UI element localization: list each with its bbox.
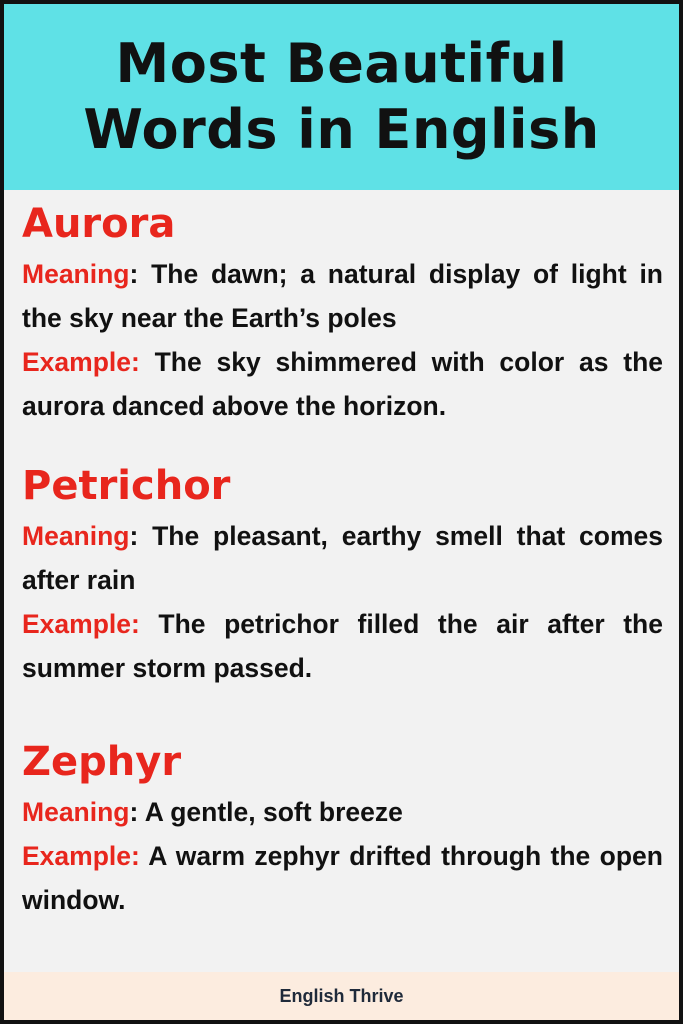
meaning-text: : A gentle, soft breeze xyxy=(129,797,403,827)
example-label: Example: xyxy=(22,347,140,377)
meaning-line xyxy=(22,790,663,834)
word-entry-aurora xyxy=(22,200,663,428)
example-line xyxy=(22,834,663,922)
example-label: Example: xyxy=(22,841,140,871)
word-entry-zephyr xyxy=(22,738,663,922)
meaning-line xyxy=(22,252,663,340)
example-line xyxy=(22,340,663,428)
word-heading: Zephyr xyxy=(22,739,182,785)
title-banner xyxy=(4,4,679,190)
word-heading: Aurora xyxy=(22,201,176,247)
meaning-label: Meaning xyxy=(22,797,130,827)
word-entry-petrichor xyxy=(22,462,663,690)
example-label: Example: xyxy=(22,609,140,639)
title-line-1: Most Beautiful xyxy=(115,32,568,95)
meaning-text: : The dawn; a natural display of light in the sky near the Earth’s poles xyxy=(22,259,663,333)
meaning-line xyxy=(22,514,663,602)
example-text: A warm zephyr drifted through the open window. xyxy=(22,841,663,915)
example-text: The petrichor filled the air after the summer storm passed. xyxy=(22,609,663,683)
example-text: The sky shimmered with color as the aurora danced above the horizon. xyxy=(22,347,663,421)
meaning-text: : The pleasant, earthy smell that comes after rain xyxy=(22,521,663,595)
meaning-label: Meaning xyxy=(22,521,130,551)
title-line-2: Words in English xyxy=(83,98,600,161)
brand-name: English Thrive xyxy=(279,985,404,1006)
page-title xyxy=(83,31,599,163)
footer-bar xyxy=(4,972,679,1020)
example-line xyxy=(22,602,663,690)
word-heading: Petrichor xyxy=(22,463,231,509)
meaning-label: Meaning xyxy=(22,259,130,289)
